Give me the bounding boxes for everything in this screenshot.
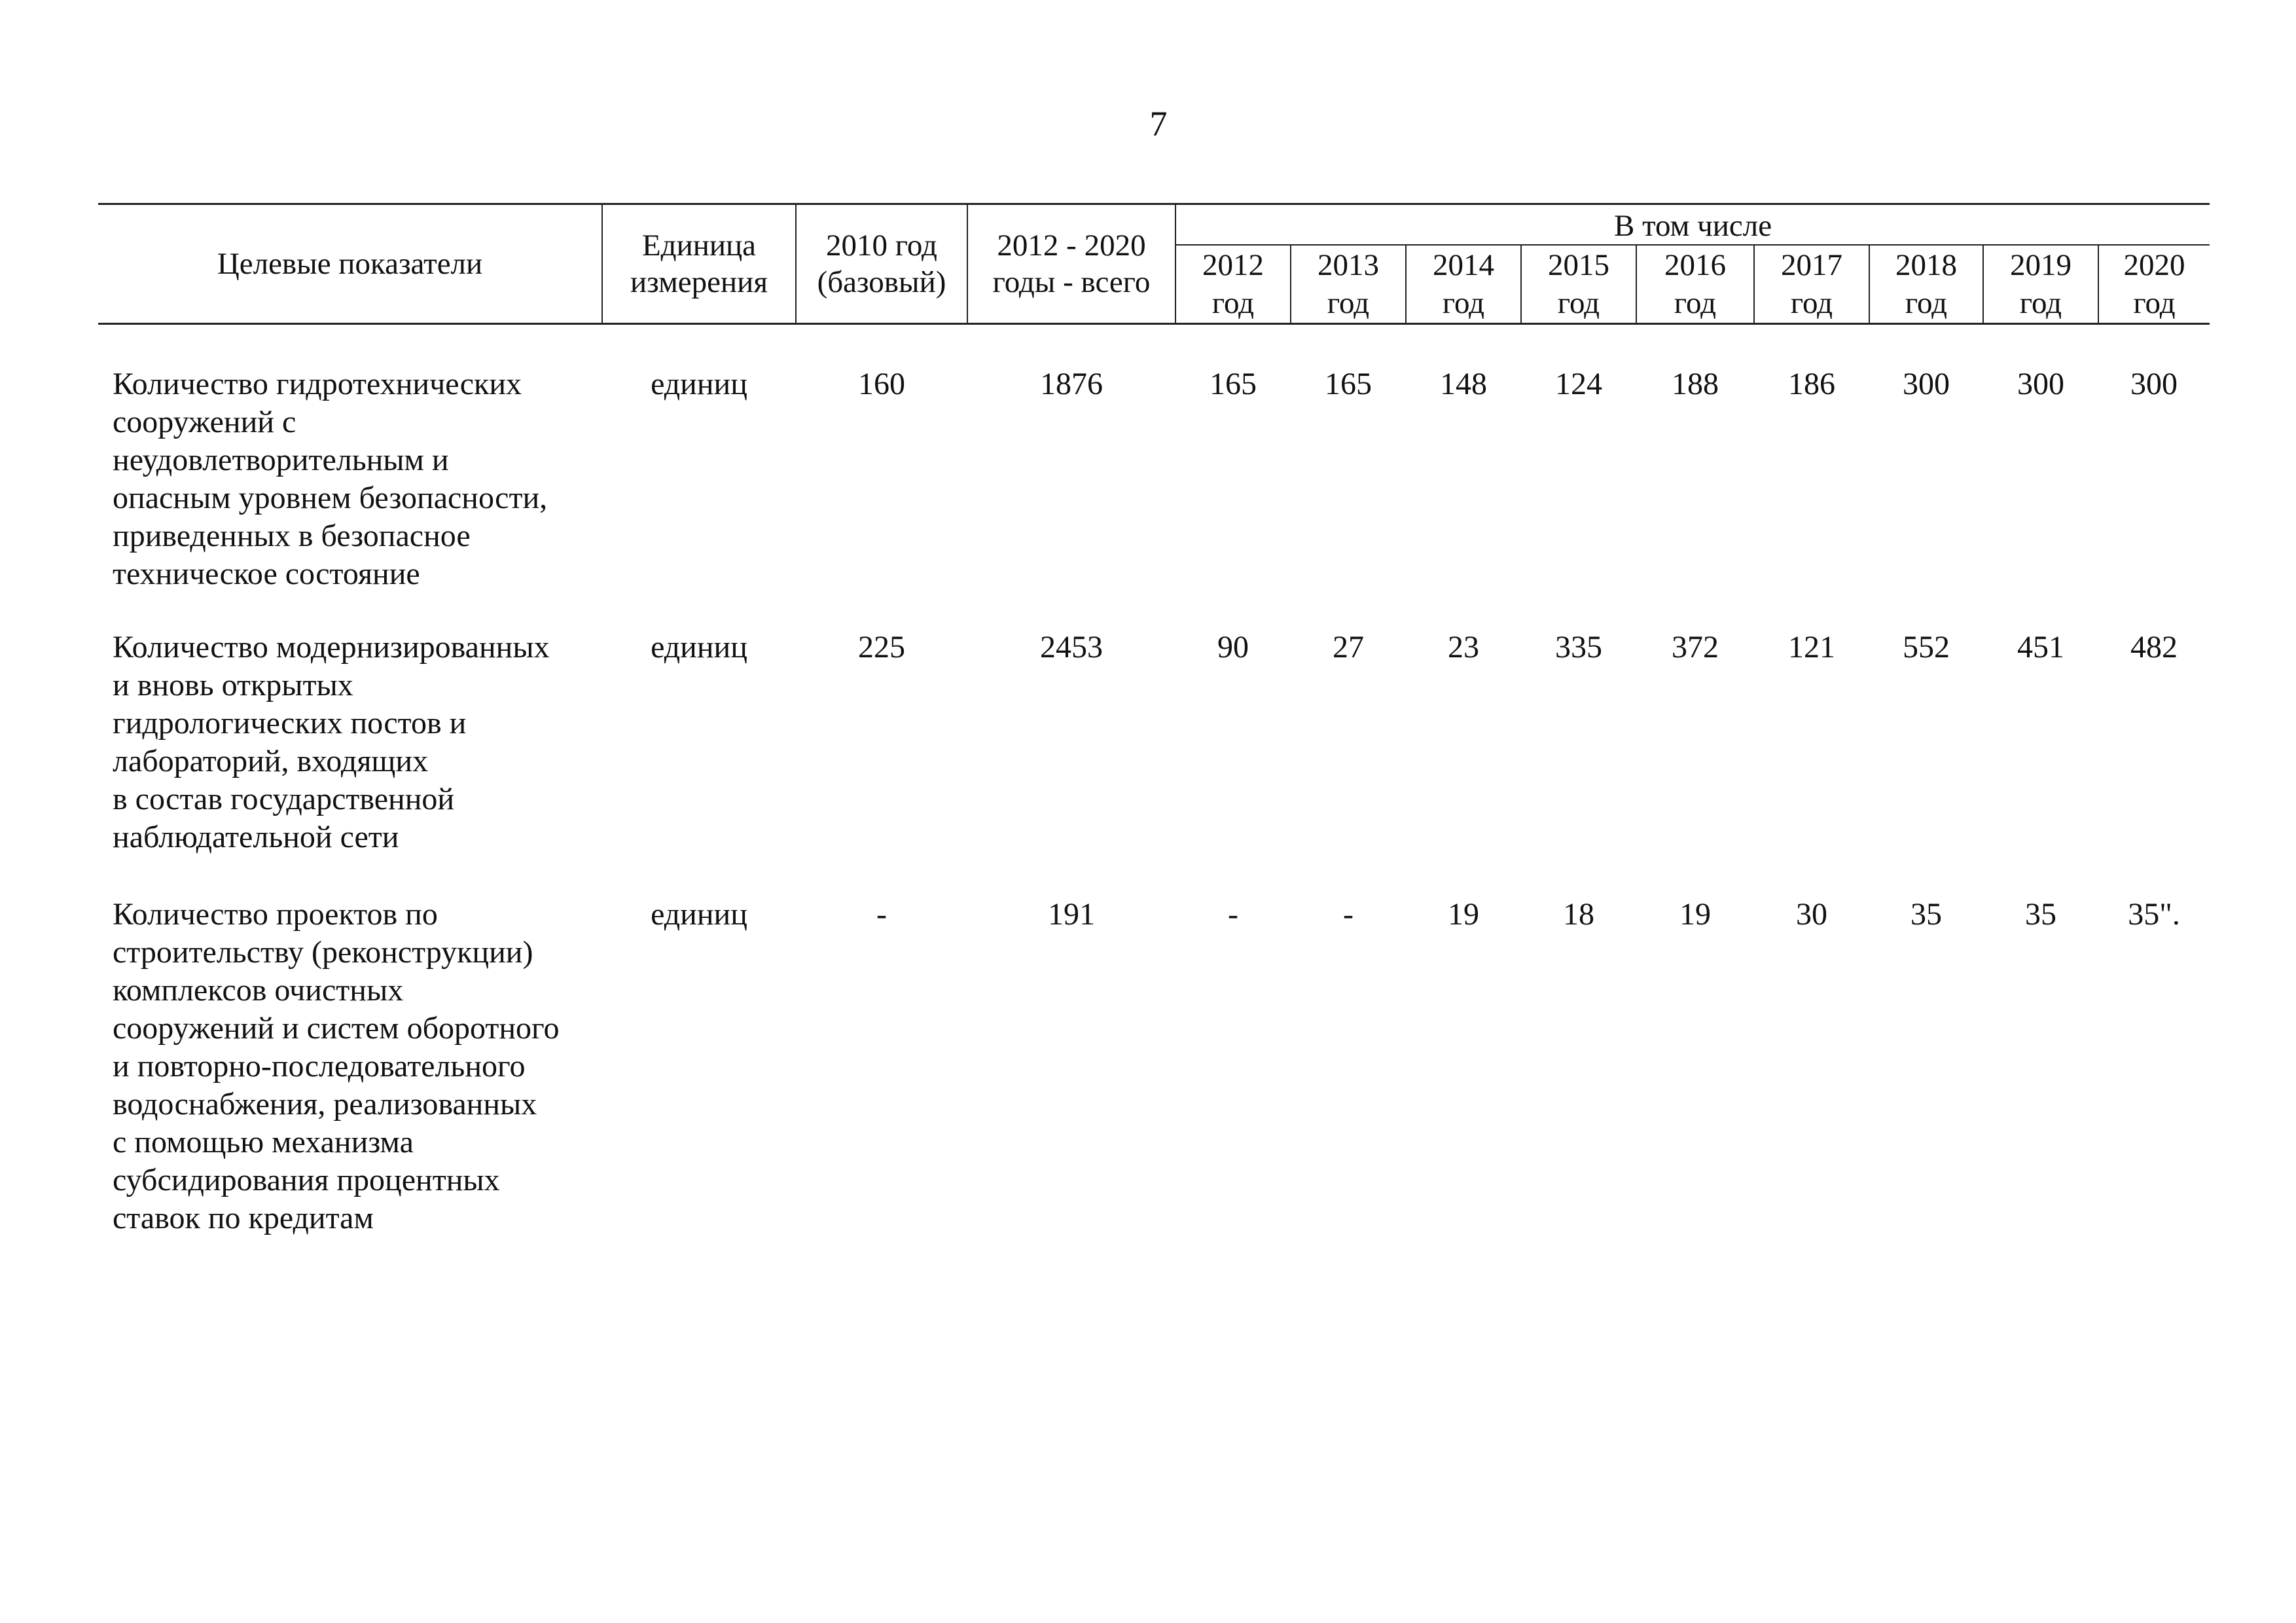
- row-value-2013: 165: [1325, 367, 1372, 402]
- header-year-suffix: год: [2133, 286, 2176, 321]
- row-value-2017: 121: [1788, 630, 1835, 665]
- row-value-2020: 35".: [2128, 897, 2180, 932]
- header-year-2017: [1754, 245, 1869, 324]
- row-value-2012: 165: [1210, 367, 1257, 402]
- header-year-number: 2020: [2123, 247, 2185, 282]
- row-value-2020: 482: [2130, 630, 2178, 665]
- header-year-number: 2013: [1318, 247, 1379, 282]
- row-value-2019: 451: [2017, 630, 2064, 665]
- header-year-2014: [1406, 245, 1521, 324]
- header-year-suffix: год: [1442, 286, 1485, 321]
- header-row-top: [98, 204, 2210, 246]
- header-year-suffix: год: [1211, 286, 1255, 321]
- page-number: 7: [1149, 104, 1168, 143]
- row-value-2015: 124: [1555, 367, 1602, 402]
- row-value-2013: 27: [1333, 630, 1364, 665]
- row-value-2016: 372: [1672, 630, 1719, 665]
- header-year-suffix: год: [1327, 286, 1370, 321]
- table-row: [98, 856, 2210, 1237]
- header-year-suffix: год: [1905, 286, 1948, 321]
- row-value-2014: 23: [1448, 630, 1479, 665]
- table-row: [98, 324, 2210, 594]
- header-year-number: 2017: [1781, 247, 1842, 282]
- header-year-2015: [1521, 245, 1636, 324]
- table-body: [98, 324, 2210, 1238]
- row-value-2017: 30: [1796, 897, 1827, 932]
- row-value-2015: 18: [1563, 897, 1594, 932]
- row-total-value: 1876: [1040, 367, 1103, 402]
- header-year-2013: [1291, 245, 1406, 324]
- header-year-2018: [1869, 245, 1983, 324]
- header-year-number: 2014: [1433, 247, 1494, 282]
- table-header: [98, 204, 2210, 324]
- row-value-2016: 188: [1672, 367, 1719, 402]
- row-base-value: 225: [858, 630, 905, 665]
- row-value-2013: -: [1343, 897, 1354, 932]
- row-indicator: Количество гидротехнических сооружений с неудовлетворительным и опасным уровнем безопасности, приведенных в безопасное техническое состояние: [113, 367, 548, 592]
- row-indicator: Количество проектов по строительству (реконструкции) комплексов очистных сооружений и систем оборотного и повторно-последовательного водоснабжения, реализованных с помощью механизма субсидирования процентных ставок по кредитам: [113, 897, 560, 1236]
- targets-table-container: [98, 203, 2210, 1237]
- table-row: [98, 593, 2210, 856]
- row-total-value: 2453: [1040, 630, 1103, 665]
- row-base-value: -: [876, 897, 887, 932]
- row-unit: единиц: [651, 367, 747, 402]
- row-value-2014: 19: [1448, 897, 1479, 932]
- row-value-2018: 300: [1903, 367, 1950, 402]
- header-year-suffix: год: [2019, 286, 2062, 321]
- header-total: 2012 - 2020 годы - всего: [967, 204, 1175, 324]
- header-year-suffix: год: [1790, 286, 1833, 321]
- row-value-2015: 335: [1555, 630, 1602, 665]
- row-value-2012: -: [1228, 897, 1238, 932]
- row-indicator: Количество модернизированных и вновь открытых гидрологических постов и лабораторий, входящих в состав государственной наблюдательной сети: [113, 630, 550, 855]
- header-group-including: В том числе: [1175, 204, 2210, 246]
- targets-table: [98, 203, 2210, 1237]
- row-value-2018: 35: [1910, 897, 1942, 932]
- header-year-number: 2018: [1895, 247, 1957, 282]
- header-year-suffix: год: [1557, 286, 1600, 321]
- header-year-number: 2019: [2010, 247, 2072, 282]
- header-base-year: 2010 год (базовый): [796, 204, 967, 324]
- header-year-number: 2016: [1664, 247, 1726, 282]
- row-base-value: 160: [858, 367, 905, 402]
- header-year-2020: [2098, 245, 2210, 324]
- header-year-2012: [1175, 245, 1291, 324]
- header-year-suffix: год: [1674, 286, 1717, 321]
- header-year-number: 2012: [1202, 247, 1264, 282]
- row-value-2019: 35: [2025, 897, 2056, 932]
- row-unit: единиц: [651, 630, 747, 665]
- row-value-2012: 90: [1217, 630, 1249, 665]
- header-year-2019: [1983, 245, 2098, 324]
- row-value-2016: 19: [1679, 897, 1711, 932]
- row-value-2020: 300: [2130, 367, 2178, 402]
- row-value-2019: 300: [2017, 367, 2064, 402]
- row-value-2017: 186: [1788, 367, 1835, 402]
- row-total-value: 191: [1048, 897, 1095, 932]
- header-year-2016: [1636, 245, 1754, 324]
- row-unit: единиц: [651, 897, 747, 932]
- header-year-number: 2015: [1548, 247, 1609, 282]
- row-value-2014: 148: [1440, 367, 1487, 402]
- header-unit: Единица измерения: [602, 204, 796, 324]
- header-indicator: Целевые показатели: [98, 204, 602, 324]
- row-value-2018: 552: [1903, 630, 1950, 665]
